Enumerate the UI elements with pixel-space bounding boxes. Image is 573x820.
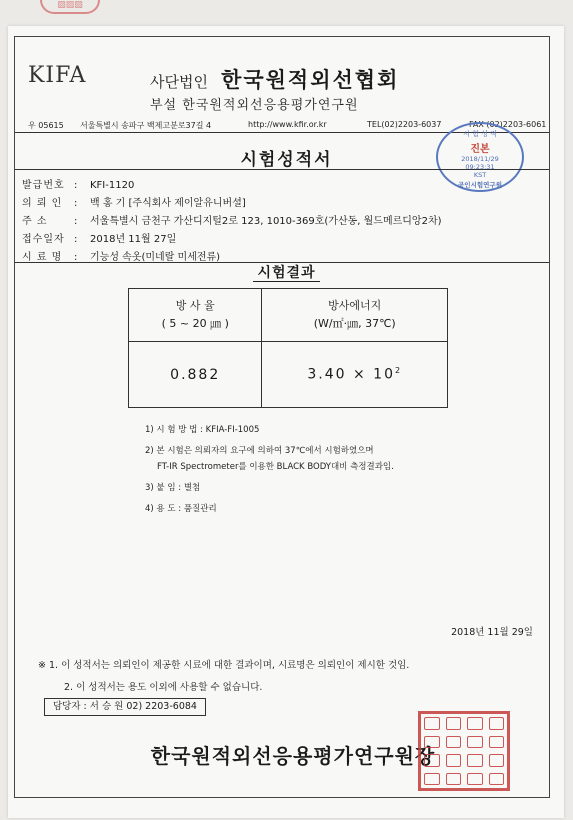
energy-header: 방사에너지 (W/㎡·㎛, 37℃) <box>262 289 448 342</box>
field-label: 접수일자 <box>22 234 65 245</box>
field-label: 발급번호 <box>22 180 65 191</box>
official-red-seal <box>418 711 510 791</box>
emissivity-value: 0.882 <box>129 342 262 408</box>
contact-person: 담당자 : 서 승 원 02) 2203-6084 <box>44 698 206 716</box>
results-table <box>128 288 448 408</box>
document-title: 시험성적서 <box>240 150 333 170</box>
stamp-ring-bottom: 공인시험연구원 <box>458 181 502 189</box>
org-prefix: 사단법인 <box>150 73 208 91</box>
top-seal-fragment: ▨▨▨ <box>40 0 100 14</box>
stamp-time: 09:23:31 <box>465 163 495 171</box>
results-header-row <box>129 289 448 342</box>
org-subtitle: 부설 한국원적외선응용평가연구원 <box>150 98 359 113</box>
note-method: 1) 시 험 방 법 : KFIA-FI-1005 <box>145 425 260 435</box>
org-address: 서울특별시 송파구 백제고분로37길 4 <box>80 121 212 130</box>
field-value: 2018년 11월 27일 <box>90 234 177 245</box>
field-label: 의 뢰 인 <box>22 198 63 209</box>
footnote-2: 2. 이 성적서는 용도 이외에 사용할 수 없습니다. <box>64 682 263 693</box>
telephone: TEL(02)2203-6037 <box>367 120 442 129</box>
fax: FAX (02)2203-6061 <box>469 120 547 129</box>
verification-stamp <box>436 122 524 192</box>
note-purpose: 4) 용 도 : 품질관리 <box>145 504 217 514</box>
footnote-1: ※ 1. 이 성적서는 의뢰인이 제공한 시료에 대한 결과이며, 시료명은 의뢰인이 제시한 것임. <box>38 660 410 671</box>
note-attachment: 3) 붙 임 : 별첨 <box>145 483 201 493</box>
field-client: 의 뢰 인 : 백 홍 기 [주식회사 제이알유니버셜] <box>22 194 246 209</box>
field-address: 주 소 : 서울특별시 금천구 가산디지털2로 123, 1010-369호(가산동, 월드메르디앙2차) <box>22 212 442 227</box>
org-name: 한국원적외선협회 <box>221 68 400 92</box>
emissivity-header: 방 사 율 ( 5 ~ 20 ㎛ ) <box>129 289 262 342</box>
energy-value: $3.40 \times 10^2$ <box>262 342 448 408</box>
note-condition-cont: FT-IR Spectrometer를 이용한 BLACK BODY대비 측정결과임. <box>157 462 394 472</box>
issue-date: 2018년 11월 29일 <box>451 627 533 638</box>
kifa-logo: KIFA <box>28 63 87 88</box>
field-label: 시 료 명 <box>22 252 63 263</box>
stamp-timezone: KST <box>473 171 487 179</box>
field-receipt-date: 접수일자 : 2018년 11월 27일 <box>22 230 176 245</box>
field-value: KFI-1120 <box>90 180 135 191</box>
stamp-ring-top: 시 험 성 적 <box>463 130 497 138</box>
note-condition: 2) 본 시험은 의뢰자의 요구에 의하여 37℃에서 시험하였으며 <box>145 446 374 456</box>
field-label: 주 소 <box>22 216 48 227</box>
field-value: 서울특별시 금천구 가산디지털2로 123, 1010-369호(가산동, 월드메르디앙2차) <box>90 216 442 227</box>
results-heading: 시험결과 <box>0 262 573 282</box>
stamp-date: 2018/11/29 <box>461 155 499 163</box>
field-value: 기능성 속옷(미네랄 미세전류) <box>90 252 221 263</box>
organization-title <box>150 64 480 94</box>
postal-code: 우 05615 <box>28 121 64 130</box>
footnotes <box>38 657 409 701</box>
website-link[interactable]: http://www.kfir.or.kr <box>248 120 327 129</box>
field-issue-number: 발급번호 : KFI-1120 <box>22 176 134 191</box>
institute-signature: 한국원적외선응용평가연구원장 <box>150 744 436 768</box>
field-value: 백 홍 기 [주식회사 제이알유니버셜] <box>90 198 246 209</box>
test-notes <box>145 423 505 523</box>
results-value-row <box>129 342 448 408</box>
field-sample-name: 시 료 명 : 기능성 속옷(미네랄 미세전류) <box>22 248 220 263</box>
stamp-status: 진본 <box>470 144 490 155</box>
title-divider <box>15 169 549 170</box>
